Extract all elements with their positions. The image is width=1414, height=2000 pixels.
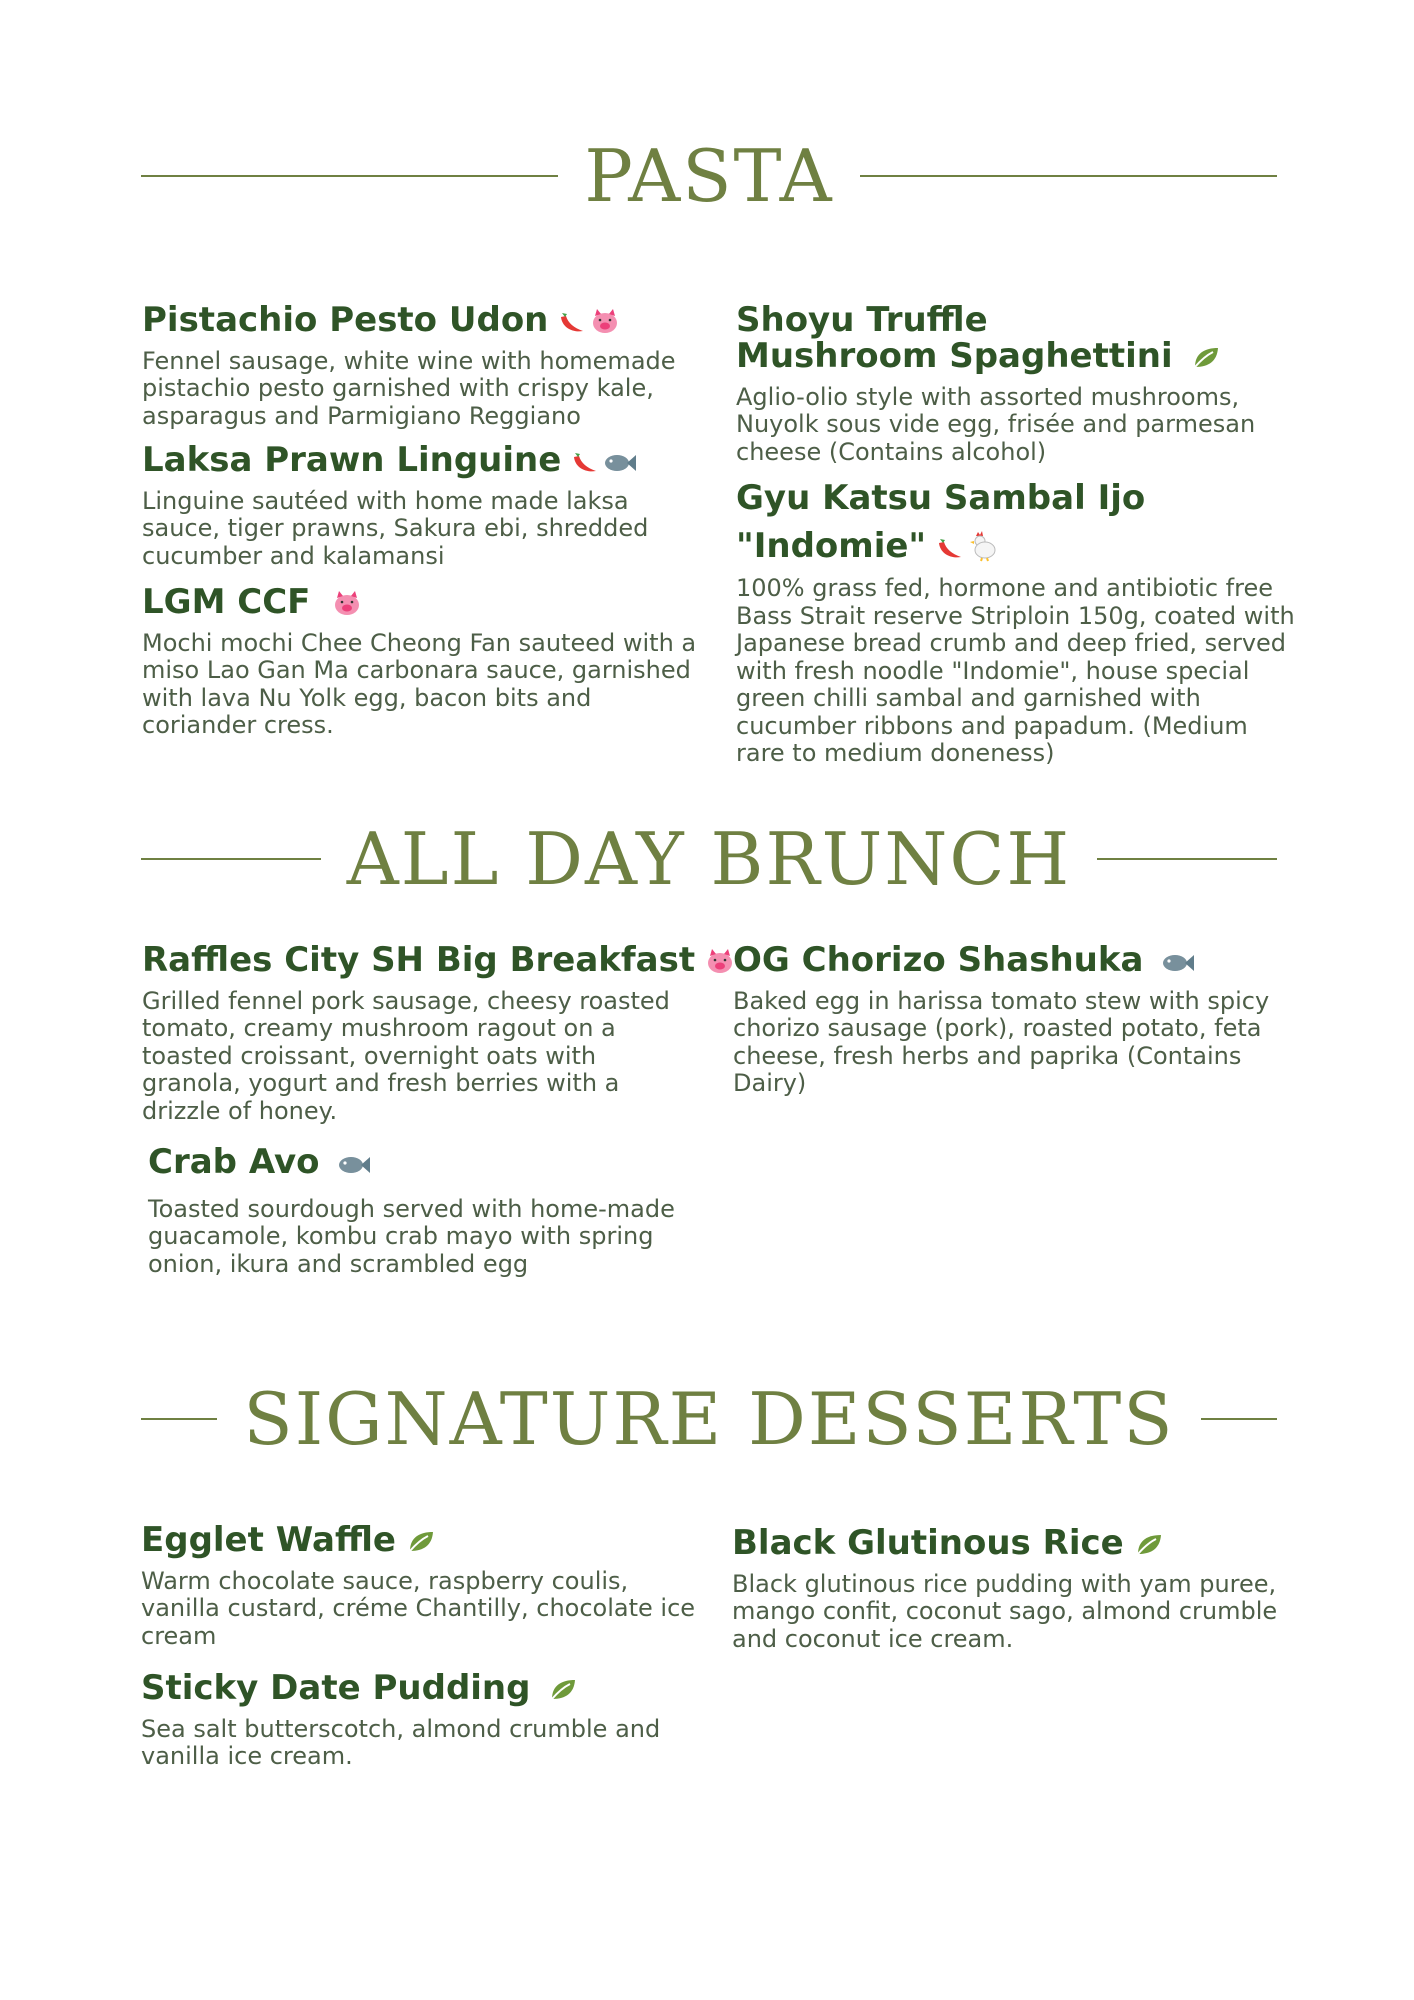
leaf-icon: [1191, 342, 1221, 378]
menu-item: [141, 1670, 711, 1771]
dish-name-text: LGM CCF: [142, 582, 311, 622]
chili-icon: [571, 446, 601, 482]
section-heading-desserts: [141, 1377, 1277, 1461]
dish-name: [142, 942, 702, 982]
chili-icon: [936, 532, 966, 568]
section-heading-pasta: [141, 134, 1277, 218]
fish-icon: [603, 446, 637, 482]
menu-item: [732, 1525, 1302, 1653]
divider-line: [1097, 858, 1277, 860]
dish-description: Aglio-olio style with assorted mushrooms, Nuyolk sous vide egg, frisée and parmesan cheese (Contains alcohol): [736, 382, 1256, 466]
fish-icon: [1161, 946, 1195, 982]
dish-name-text: Crab Avo: [148, 1142, 320, 1182]
dish-name: [142, 584, 702, 624]
dish-description: Black glutinous rice pudding with yam puree, mango confit, coconut sago, almond crumble and coconut ice cream.: [732, 1569, 1278, 1653]
dish-description: Sea salt butterscotch, almond crumble and vanilla ice cream.: [141, 1714, 661, 1770]
chicken-icon: [968, 530, 998, 569]
chili-icon: [558, 306, 588, 342]
leaf-icon: [1134, 1529, 1164, 1565]
dish-name-text: Sticky Date Pudding: [141, 1668, 531, 1708]
section-title: SIGNATURE DESSERTS: [243, 1377, 1175, 1461]
dish-name-text: Pistachio Pesto Udon: [142, 300, 549, 340]
menu-item: [141, 1522, 711, 1650]
dish-description: Warm chocolate sauce, raspberry coulis, vanilla custard, créme Chantilly, chocolate ice cream: [141, 1566, 696, 1650]
section-heading-brunch: [141, 817, 1277, 901]
divider-line: [860, 175, 1277, 177]
dish-description: 100% grass fed, hormone and antibiotic free Bass Strait reserve Striploin 150g, coated with Japanese bread crumb and deep fried, served with fresh noodle "Indomie", house special green chilli sambal and garnished with cucumber ribbons and papadum. (Medium rare to medium doneness): [736, 574, 1295, 767]
dish-description: Grilled fennel pork sausage, cheesy roasted tomato, creamy mushroom ragout on a toasted croissant, overnight oats with granola, yogurt and fresh berries with a drizzle of honey.: [142, 986, 670, 1125]
dish-description: Toasted sourdough served with home-made guacamole, kombu crab mayo with spring onion, ikura and scrambled egg: [148, 1194, 675, 1278]
dish-name-text: Laksa Prawn Linguine: [142, 440, 562, 480]
dish-name-text: Black Glutinous Rice: [732, 1523, 1124, 1563]
section-title: PASTA: [584, 134, 834, 218]
pig-icon: [590, 306, 620, 342]
menu-item: [733, 942, 1303, 1098]
divider-line: [1201, 1418, 1277, 1420]
dish-name: [732, 1525, 1302, 1565]
dish-name-text: "Indomie": [736, 526, 927, 566]
dish-name: Gyu Katsu Sambal Ijo: [736, 478, 1146, 518]
dish-name-text: Egglet Waffle: [141, 1520, 396, 1560]
dish-name: Shoyu Truffle: [736, 300, 988, 340]
leaf-icon: [548, 1674, 578, 1710]
menu-item: [736, 302, 1296, 466]
dish-description: Mochi mochi Chee Cheong Fan sauteed with a miso Lao Gan Ma carbonara sauce, garnished with lava Nu Yolk egg, bacon bits and coriander cress.: [142, 628, 697, 739]
menu-item: [142, 942, 702, 1125]
fish-icon: [337, 1148, 371, 1184]
divider-line: [141, 175, 558, 177]
dish-description: Baked egg in harissa tomato stew with spicy chorizo sausage (pork), roasted potato, feta cheese, fresh herbs and paprika (Contains Dairy): [733, 986, 1270, 1097]
dish-name: [142, 442, 702, 482]
section-title: ALL DAY BRUNCH: [346, 817, 1072, 901]
dish-name-text: Mushroom Spaghettini: [736, 336, 1173, 376]
dish-name: [141, 1522, 711, 1562]
pig-icon: [705, 946, 735, 982]
leaf-icon: [406, 1526, 436, 1562]
menu-item: [142, 584, 702, 740]
pig-icon: [332, 588, 362, 624]
dish-description: Linguine sautéed with home made laksa sauce, tiger prawns, Sakura ebi, shredded cucumber and kalamansi: [142, 486, 649, 570]
dish-name: [736, 338, 1296, 378]
dish-name-text: Raffles City SH Big Breakfast: [142, 940, 696, 980]
dish-name: [148, 1144, 718, 1184]
dish-name: [736, 528, 1296, 569]
dish-name: [733, 942, 1303, 982]
dish-name: [142, 302, 702, 342]
divider-line: [141, 1418, 217, 1420]
divider-line: [141, 858, 321, 860]
dish-name: [141, 1670, 711, 1710]
menu-item: [736, 480, 1296, 768]
dish-name-text: OG Chorizo Shashuka: [733, 940, 1144, 980]
menu-item: [142, 302, 702, 430]
menu-item: [142, 442, 702, 570]
dish-description: Fennel sausage, white wine with homemade pistachio pesto garnished with crispy kale, asparagus and Parmigiano Reggiano: [142, 346, 676, 430]
menu-item: [148, 1144, 718, 1278]
